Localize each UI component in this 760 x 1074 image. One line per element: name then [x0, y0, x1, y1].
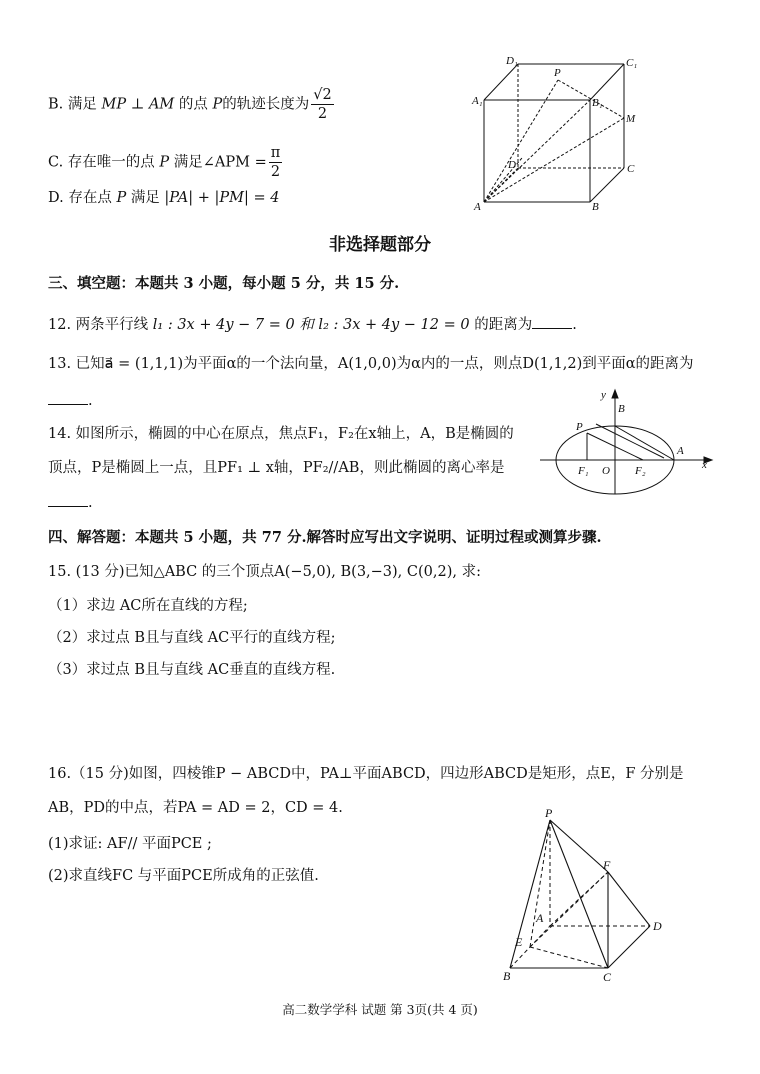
ellipse-label: A: [677, 445, 684, 457]
question-13-blank: .: [48, 390, 93, 411]
cube-label: C₁: [626, 57, 638, 69]
cube-label: B₁: [592, 97, 603, 109]
ellipse-label: O: [602, 465, 610, 477]
question-15-part2: （2）求过点 B且与直线 AC平行的直线方程;: [48, 630, 336, 646]
section-title: 非选择题部分: [329, 235, 431, 255]
question-15: 15. (13 分)已知△ABC 的三个顶点A(−5,0), B(3,−3), C(0,2), 求:: [48, 564, 481, 580]
ellipse-label: F₁: [578, 465, 589, 477]
pyramid-label: B: [503, 969, 511, 983]
question-12: 12. 两条平行线 l₁ : 3x + 4y − 7 = 0 和 l₂ : 3x + 4y − 12 = 0 的距离为 .: [48, 314, 577, 335]
part3-heading: 三、填空题：本题共 3 小题，每小题 5 分，共 15 分.: [48, 275, 400, 292]
question-14-line1: 14. 如图所示，椭圆的中心在原点，焦点F₁，F₂在x轴上，A，B是椭圆的: [48, 426, 514, 442]
page-footer: 高二数学学科 试题 第 3页(共 4 页): [282, 1002, 478, 1017]
question-15-part3: （3）求过点 B且与直线 AC垂直的直线方程.: [48, 662, 336, 678]
pyramid-label: P: [545, 806, 553, 820]
option-d: D. 存在点 P 满足 |PA| + |PM| = 4: [48, 190, 280, 206]
ellipse-label: x: [702, 459, 707, 471]
question-15-part1: （1）求边 AC所在直线的方程;: [48, 598, 248, 614]
question-16-part2: (2)求直线FC 与平面PCE所成角的正弦值.: [48, 868, 319, 884]
question-14-line2: 顶点，P是椭圆上一点，且PF₁ ⊥ x轴，PF₂//AB，则此椭圆的离心率是: [48, 460, 505, 476]
cube-label: D: [508, 159, 516, 171]
pyramid-label: E: [515, 935, 523, 949]
pyramid-label: D: [653, 919, 662, 933]
pyramid-figure: [500, 804, 680, 984]
ellipse-label: F₂: [635, 465, 646, 477]
cube-label: D₁: [506, 55, 518, 67]
option-b: B. 满足 MP ⊥ AM 的点 P的轨迹长度为 $\frac{√2}{2}$: [48, 87, 332, 122]
question-16-part1: (1)求证: AF// 平面PCE ;: [48, 836, 212, 852]
question-14-blank: .: [48, 492, 93, 513]
question-13: 13. 已知a⃗ = (1,1,1)为平面α的一个法向量，A(1,0,0)为α内的一点，则点D(1,1,2)到平面α的距离为: [48, 356, 694, 372]
fraction: $\frac{√2}{2}$: [313, 87, 332, 122]
cube-label: A: [474, 201, 481, 213]
ellipse-figure: [538, 386, 716, 498]
ellipse-label: B: [618, 403, 625, 415]
ellipse-label: y: [601, 389, 606, 401]
pyramid-label: A: [536, 911, 544, 925]
part4-heading: 四、解答题：本题共 5 小题，共 77 分.解答时应写出文字说明、证明过程或测算步骤.: [48, 529, 602, 546]
cube-label: A₁: [472, 95, 483, 107]
question-16-line2: AB，PD的中点，若PA = AD = 2，CD = 4.: [48, 800, 343, 816]
cube-label: C: [627, 163, 635, 175]
question-16-line1: 16.（15 分)如图，四棱锥P − ABCD中，PA⊥平面ABCD，四边形ABCD是矩形，点E，F 分别是: [48, 766, 684, 782]
cube-label: M: [626, 113, 636, 125]
pyramid-label: C: [603, 970, 612, 984]
pyramid-label: F: [603, 858, 611, 872]
option-c: C. 存在唯一的点 P 满足∠APM = $\frac{\pi}{2}$: [48, 145, 281, 180]
ellipse-label: P: [576, 421, 583, 433]
fraction: $\frac{\pi}{2}$: [270, 145, 281, 180]
cube-label: P: [554, 67, 561, 79]
cube-label: B: [592, 201, 599, 213]
cube-figure: [470, 50, 650, 215]
